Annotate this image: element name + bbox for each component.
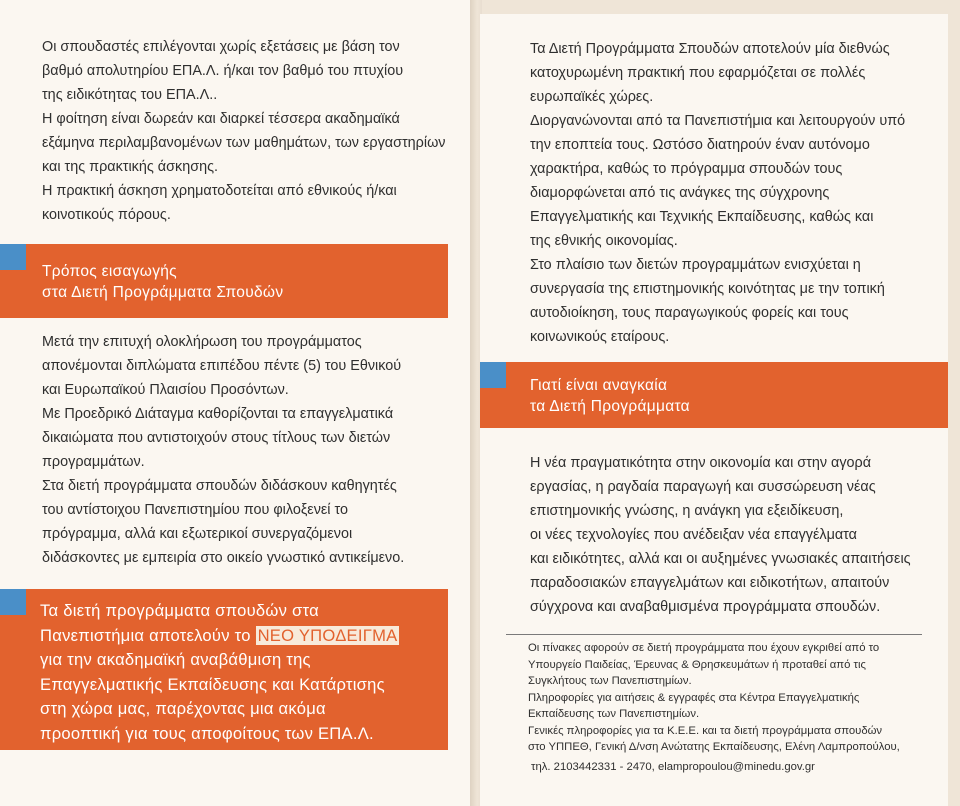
blue-square-marker — [0, 244, 26, 270]
blue-square-marker — [0, 589, 26, 615]
new-model-highlight-box: Τα διετή προγράμματα σπουδών στα Πανεπιστήμια αποτελούν το ΝΕΟ ΥΠΟΔΕΙΓΜΑ για την ακαδημαϊκή αναβάθμιση της Επαγγελματικής Εκπαίδευσης και Κατάρτισης στη χώρα μας, παρέχοντας μια ακόμα προοπτική για τους αποφοίτους των ΕΠΑ.Λ. — [0, 589, 448, 750]
footnote-divider — [506, 634, 922, 635]
heading-line: Τρόπος εισαγωγής — [42, 263, 177, 280]
diploma-info-text: Μετά την επιτυχή ολοκλήρωση του προγράμματος απονέμονται διπλώματα επιπέδου πέντε (5) του Εθνικού και Ευρωπαϊκού Πλαισίου Προσόντων. Με Προεδρικό Διάταγμα καθορίζονται τα επαγγελματικά δικαιώματα που αντιστοιχούν στους τίτλους των διετών προγραμμάτων. Στα διετή προγράμματα σπουδών διδάσκουν καθηγητές του αντίστοιχου Πανεπιστημίου που φιλοξενεί το πρόγραμμα, αλλά και εξωτερικοί συνεργαζόμενοι διδάσκοντες με εμπειρία στο οικείο γνωστικό αντικείμενο. — [42, 334, 405, 566]
heading-line: τα Διετή Προγράμματα — [530, 398, 690, 415]
heading-line: στα Διετή Προγράμματα Σπουδών — [42, 284, 284, 301]
new-model-emphasis: ΝΕΟ ΥΠΟΔΕΙΓΜΑ — [257, 625, 398, 645]
section-heading-admission — [0, 244, 448, 318]
footnote-text: Οι πίνακες αφορούν σε διετή προγράμματα που έχουν εγκριθεί από το Υπουργείο Παιδείας, Έρευνας & Θρησκευμάτων ή προταθεί από τις Συγκλήτους των Πανεπιστημίων. Πληροφορίες για αιτήσεις & εγγραφές στα Κέντρα Επαγγελματικής Εκπαίδευσης των Πανεπιστημίων. Γενικές πληροφορίες για τα Κ.Ε.Ε. και τα διετή προγράμματα σπουδών στο ΥΠΠΕΘ, Γενική Δ/νση Ανώτατης Εκπαίδευσης, Ελένη Λαμπροπούλου, τηλ. 2103442331 - 2470, elampropoulou@minedu.gov.gr — [528, 640, 900, 775]
contact-line: τηλ. 2103442331 - 2470, elampropoulou@minedu.gov.gr — [531, 760, 815, 773]
programs-overview-text: Τα Διετή Προγράμματα Σπουδών αποτελούν μία διεθνώς κατοχυρωμένη πρακτική που εφαρμόζεται σε πολλές ευρωπαϊκές χώρες. Διοργανώνονται από τα Πανεπιστήμια και λειτουργούν υπό την εποπτεία τους. Ωστόσο διατηρούν έναν αυτόνομο χαρακτήρα, καθώς το πρόγραμμα σπουδών τους διαμορφώνεται από τις ανάγκες της σύγχρονης Επαγγελματικής και Τεχνικής Εκπαίδευσης, καθώς και της εθνικής οικονομίας. Στο πλαίσιο των διετών προγραμμάτων ενισχύεται η συνεργασία της επιστημονικής κοινότητας με την τοπική αυτοδιοίκηση, τους παραγωγικούς φορείς και τους κοινωνικούς εταίρους. — [530, 41, 906, 345]
why-needed-text: Η νέα πραγματικότητα στην οικονομία και στην αγορά εργασίας, η ραγδαία παραγωγή και συσσώρευση νέας επιστημονικής γνώσης, η ανάγκη για εξειδίκευση, οι νέες τεχνολογίες που ανέδειξαν νέα επαγγέλματα και ειδικότητες, αλλά και οι αυξημένες γνωσιακές απαιτήσεις παραδοσιακών επαγγελμάτων και ειδικοτήτων, απαιτούν σύγχρονα και αναβαθμισμένα προγράμματα σπουδών. — [530, 455, 911, 615]
section-heading-why-needed — [480, 362, 948, 428]
heading-line: Γιατί είναι αναγκαία — [530, 377, 668, 394]
blue-square-marker — [480, 362, 506, 388]
admission-criteria-text: Οι σπουδαστές επιλέγονται χωρίς εξετάσεις με βάση τον βαθμό απολυτηρίου ΕΠΑ.Λ. ή/και τον βαθμό του πτυχίου της ειδικότητας του ΕΠΑ.Λ.. Η φοίτηση είναι δωρεάν και διαρκεί τέσσερα ακαδημαϊκά εξάμηνα περιλαμβανομένων των μαθημάτων, των εργαστηρίων και της πρακτικής άσκησης. Η πρακτική άσκηση χρηματοδοτείται από εθνικούς ή/και κοινοτικούς πόρους. — [42, 39, 446, 223]
